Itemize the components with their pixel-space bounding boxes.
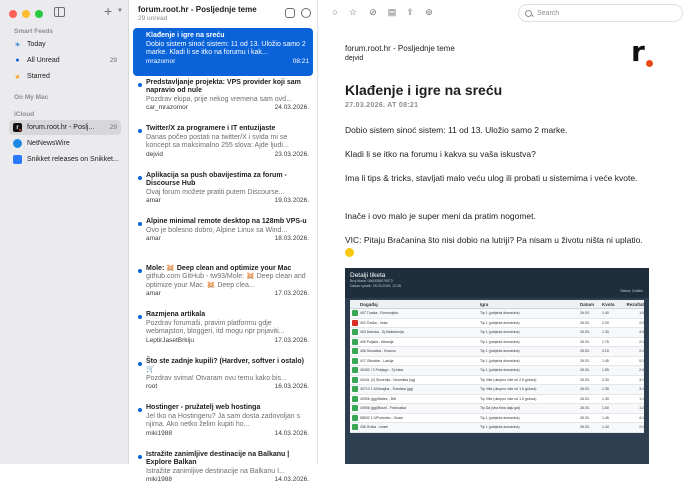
unread-dot-icon	[138, 362, 142, 366]
won-check-icon	[352, 396, 358, 402]
table-cell: 26.03.	[580, 368, 590, 373]
article-item-title: Što ste zadnje kupili? (Hardver, softver i ostalo) 🛒	[146, 357, 304, 373]
window-controls	[9, 10, 43, 18]
article-item-author: amar	[146, 290, 161, 297]
article-list-item[interactable]	[133, 400, 313, 448]
table-cell: 1.40	[602, 425, 609, 430]
add-feed-icon[interactable]: +	[104, 3, 113, 19]
table-cell: 1:2	[639, 406, 644, 411]
column-header: Igra	[480, 301, 489, 307]
table-cell: 1.30	[602, 330, 609, 335]
article-item-meta	[146, 383, 309, 391]
table-row	[350, 376, 644, 386]
article-author: dejvid	[345, 55, 364, 62]
list-title: forum.root.hr - Posljednje teme	[138, 5, 257, 14]
sidebar-item-label: Snikket releases on Snikket...	[27, 156, 119, 163]
unread-dot-icon	[138, 269, 142, 273]
sun-icon: ☀	[14, 41, 21, 49]
sidebar-item-label: All Unread	[27, 57, 60, 64]
ticket-table-header	[350, 300, 644, 309]
table-cell: 405 Poljska - Albanija	[360, 339, 394, 344]
article-list-item[interactable]	[133, 214, 313, 262]
article-item-title: Klađenje i igre na sreću	[146, 32, 225, 39]
article-item-title: Razmjena artikala	[146, 311, 206, 318]
table-row	[350, 338, 644, 348]
table-cell: 26.03.	[580, 311, 590, 316]
table-row	[350, 385, 644, 395]
table-cell: Tip 1 (pobjeda domaćina)	[480, 330, 520, 335]
table-cell: 26.03.	[580, 358, 590, 363]
ticket-date: Datum uplate: 25.03.2026. 12:35	[350, 284, 401, 288]
article-list-item[interactable]	[133, 75, 313, 123]
article-item-date: 14.03.2026.	[274, 429, 309, 437]
search-icon	[525, 10, 532, 17]
table-cell: 2.00	[602, 320, 609, 325]
article-paragraph: Inače i ovo malo je super meni da pratim nogomet.	[345, 211, 536, 221]
article-item-date: 08:21	[292, 57, 309, 65]
won-check-icon	[352, 339, 358, 345]
article-feed-name[interactable]: forum.root.hr - Posljednje teme	[345, 44, 455, 53]
table-cell: 403 Danska - Sj.Makedonija	[360, 330, 404, 335]
article-item-author: miki1988	[146, 429, 173, 437]
article-item-author: car_mrazomor	[146, 104, 188, 111]
won-check-icon	[352, 348, 358, 354]
sidebar	[0, 0, 129, 464]
table-cell: Tip Više (ukupno više od 1.5 golova)	[480, 396, 537, 401]
table-cell: 40906 (gg)/Brazil - Francuska	[360, 406, 407, 411]
reader-view-icon[interactable]: ▤	[387, 7, 397, 17]
won-check-icon	[352, 310, 358, 316]
article-item-summary: Ovo je bolesno dobro, Alpine Linux sa Wind...	[146, 226, 288, 234]
snikket-favicon-icon	[13, 155, 22, 164]
mark-all-read-icon[interactable]	[285, 8, 295, 18]
search-input[interactable]	[537, 10, 667, 17]
column-header: Događaj	[360, 301, 378, 307]
article-paragraph-text: VIC: Pitaju Bračanina što nisi dobio na lutriji? Pa nisam u životu ništa ni uplatio.	[345, 235, 643, 245]
table-cell: 407 Turska - Rumunjska	[360, 311, 398, 316]
table-cell: 1.45	[602, 415, 609, 420]
article-item-summary: Dobio sistem sinoć sistem: 11 od 13. Uložio samo 2 marke. Kladi li se itko na forumu i kak...	[146, 40, 306, 56]
feed-logo-letter: r	[631, 35, 645, 68]
table-cell: 40710 1.5/Ukrajina - Švedska (gg)	[360, 387, 414, 392]
table-cell: Tip 1 (pobjeda domaćina)	[480, 320, 520, 325]
article-item-date: 24.03.2026.	[274, 104, 309, 111]
article-item-author: root	[146, 383, 158, 390]
chevron-down-icon[interactable]: ▼	[117, 8, 123, 14]
unread-dot-icon	[138, 129, 142, 133]
table-cell: Tip Da (oba tima daju gol)	[480, 406, 521, 411]
ticket-table	[350, 300, 644, 433]
table-cell: 26.03.	[580, 425, 590, 430]
article-item-meta	[146, 290, 309, 298]
article-item-title: Hostinger - pružatelj web hostinga	[146, 404, 261, 411]
mark-read-icon[interactable]: ○	[332, 7, 338, 17]
table-cell: 1.35	[602, 387, 609, 392]
article-item-date: 14.03.2026.	[274, 476, 309, 483]
table-row	[350, 366, 644, 376]
unread-count: 29	[109, 124, 117, 131]
table-cell: 4:1	[639, 415, 644, 420]
list-header	[138, 5, 257, 22]
article-paragraph: Ima li tips & tricks, stavljati malo veću ulog ili probati u sistemima i veće kvote.	[345, 173, 638, 183]
table-cell: 3.15	[602, 349, 609, 354]
smiley-emoji-icon	[345, 248, 354, 257]
article-reader	[318, 0, 690, 464]
lost-mark-icon	[352, 320, 358, 326]
section-smart-feeds: Smart Feeds	[14, 28, 54, 35]
article-item-summary: Ovaj forum možete pratiti putem Discourse...	[146, 188, 285, 196]
table-cell: Tip Više (ukupno više od 1.5 golova)	[480, 387, 537, 392]
table-cell: 26.03.	[580, 320, 590, 325]
sidebar-item-snikket[interactable]	[9, 152, 121, 167]
article-title[interactable]: Klađenje i igre na sreću	[345, 82, 503, 98]
table-row	[350, 309, 644, 319]
article-item-meta	[146, 476, 309, 484]
table-row	[350, 414, 644, 424]
sidebar-item-label: Today	[27, 41, 46, 48]
column-header: Kvota	[602, 301, 615, 307]
table-cell: Tip 1 (pobjeda domaćina)	[480, 368, 520, 373]
won-check-icon	[352, 386, 358, 392]
article-item-author: LeptirJasetBrkiju	[146, 336, 195, 344]
article-item-title: Aplikacija sa push obavijestima za forum - Discourse Hub	[146, 171, 287, 187]
table-cell: 26.03.	[580, 406, 590, 411]
article-list-item[interactable]	[133, 447, 313, 495]
table-cell: 1.60	[602, 406, 609, 411]
table-row	[350, 404, 644, 414]
table-cell: 26.03.	[580, 330, 590, 335]
sidebar-item-label: Starred	[27, 73, 50, 80]
article-item-author: amar	[146, 197, 161, 204]
netnewswire-favicon-icon	[13, 139, 22, 148]
article-item-summary: Istražite zanimljive destinacije na Balkanu I...	[146, 467, 285, 475]
table-cell: 1.55	[602, 368, 609, 373]
article-list	[129, 0, 318, 483]
article-item-author: dejvid	[146, 150, 163, 158]
ticket-screenshot-image[interactable]	[345, 268, 649, 464]
article-paragraph: Kladi li se itko na forumu i kakva su vaša iskustva?	[345, 149, 536, 159]
article-item-title: Alpine minimal remote desktop na 128mb VPS-u	[146, 218, 307, 225]
feed-logo-dot	[646, 60, 653, 67]
article-item-meta	[146, 235, 309, 243]
article-item-meta	[146, 337, 309, 345]
next-unread-icon[interactable]: ⊘	[369, 7, 377, 17]
article-date: 27.03.2026. AT 08:21	[345, 102, 419, 109]
sidebar-item-today[interactable]	[9, 37, 121, 52]
table-row	[350, 395, 644, 405]
article-list-item[interactable]	[133, 168, 313, 216]
sidebar-item-starred[interactable]	[9, 69, 121, 84]
table-cell: Tip Više (ukupno više od 2.5 golova)	[480, 377, 537, 382]
article-item-date: 17.03.2026.	[274, 290, 309, 297]
unread-dot-icon	[138, 455, 142, 459]
table-cell: Tip 1 (pobjeda domaćina)	[480, 349, 520, 354]
column-header: Datum	[580, 301, 595, 307]
table-row	[350, 328, 644, 338]
sidebar-item-netnewswire[interactable]	[9, 136, 121, 151]
unread-dot-icon	[138, 222, 142, 226]
table-cell: 2:1	[639, 349, 644, 354]
table-cell: 1:0	[639, 311, 644, 316]
article-item-date: 16.03.2026.	[274, 383, 309, 390]
table-cell: 26.03.	[580, 396, 590, 401]
article-paragraph	[345, 234, 645, 258]
article-item-title: Twitter/X za programere i IT entuzijaste	[146, 125, 276, 132]
table-cell: 2:1	[639, 425, 644, 430]
article-list-item[interactable]	[133, 354, 313, 402]
table-cell: 2:0	[639, 368, 644, 373]
ticket-title: Detalji tiketa	[350, 272, 386, 279]
table-cell: 40432 / 3 Pobjegn - Sj.Irska	[360, 368, 404, 373]
ticket-number: Broj tiketa: 0660056576072	[350, 279, 393, 283]
section-icloud: iCloud	[14, 111, 35, 118]
table-cell: 402 Češka - Irska	[360, 320, 388, 325]
ticket-header	[345, 268, 649, 298]
zoom-window-button[interactable]	[35, 10, 43, 18]
table-row	[350, 357, 644, 367]
article-item-title: Predstavljanje projekta: VPS provider koji sam napravio od nule	[146, 78, 301, 94]
unread-count: 29	[109, 57, 117, 64]
sidebar-item-label: NetNewsWire	[27, 140, 70, 147]
unread-dot-icon	[138, 408, 142, 412]
sidebar-item-label: forum.root.hr - Poslj...	[27, 124, 95, 131]
unread-dot-icon	[138, 315, 142, 319]
table-cell: 0:1	[639, 358, 644, 363]
star-icon: ★	[14, 73, 21, 81]
table-cell: Tip 1 (pobjeda domaćina)	[480, 358, 520, 363]
table-cell: 1.40	[602, 311, 609, 316]
table-cell: 58532 1.0/Portoriko - Guam	[360, 415, 404, 420]
table-cell: 2.30	[602, 377, 609, 382]
won-check-icon	[352, 405, 358, 411]
section-on-my-mac: On My Mac	[14, 94, 49, 101]
table-cell: Tip 1 (pobjeda domaćina)	[480, 415, 520, 420]
article-list-item[interactable]	[133, 121, 313, 169]
article-item-meta	[146, 197, 309, 205]
article-item-summary: Pozdrav forumaši, pravim platformu gdje webmajstori, bloggeri, itd mogu npr prijaviti...	[146, 319, 285, 335]
table-cell: 26.03.	[580, 415, 590, 420]
table-cell: 1.35	[602, 396, 609, 401]
table-cell: 26.03.	[580, 349, 590, 354]
sidebar-toggle-icon[interactable]	[54, 7, 65, 17]
table-cell: Tip 1 (pobjeda domaćina)	[480, 311, 520, 316]
unread-circle-icon: ●	[15, 57, 20, 64]
article-item-meta	[146, 430, 309, 438]
table-cell: Tip 1 (pobjeda domaćina)	[480, 339, 520, 344]
sidebar-item-all-unread[interactable]	[9, 53, 121, 68]
table-cell: 26.03.	[580, 387, 590, 392]
article-item-date: 19.03.2026.	[274, 197, 309, 204]
table-cell: 406 Slovačka - Kosovo	[360, 349, 396, 354]
table-cell: 436 Grčka - Izrael	[360, 425, 388, 430]
table-cell: 3:1	[639, 387, 644, 392]
unread-summary: 29 unread	[138, 15, 168, 22]
unread-dot-icon	[138, 176, 142, 180]
table-row	[350, 423, 644, 433]
article-paragraph: Dobio sistem sinoć sistem: 11 od 13. Uložio samo 2 marke.	[345, 125, 568, 135]
won-check-icon	[352, 415, 358, 421]
won-check-icon	[352, 424, 358, 430]
article-item-meta	[146, 104, 309, 112]
article-item-title: Mole: 🐹 Deep clean and optimize your Mac	[146, 264, 292, 272]
table-cell: 417 Gibraltar - Latvija	[360, 358, 394, 363]
table-cell: 1:1	[639, 396, 644, 401]
table-cell: 26.03.	[580, 377, 590, 382]
article-item-date: 17.03.2026.	[274, 336, 309, 344]
table-row	[350, 319, 644, 329]
minimize-window-button[interactable]	[22, 10, 30, 18]
article-item-meta	[146, 151, 309, 159]
table-cell: 1.45	[602, 358, 609, 363]
article-item-author: miki1988	[146, 476, 173, 483]
feed-logo	[631, 35, 655, 68]
article-item-title: Istražite zanimljive destinacije na Balkanu | Explore Balkan	[146, 450, 290, 466]
won-check-icon	[352, 367, 358, 373]
article-item-author: amar	[146, 235, 161, 242]
article-item-date: 23.03.2026.	[274, 150, 309, 158]
article-item-summary: Jel tko na Hostingeru? Ja sam dosta zadovoljan s njima. Ako netko želim kupiti ho...	[146, 412, 301, 428]
table-cell: 2:1	[639, 339, 644, 344]
table-cell: 40441 (2) Slovenija - Norveška (sg)	[360, 377, 416, 382]
won-check-icon	[352, 358, 358, 364]
sidebar-item-root-hr[interactable]	[9, 120, 121, 135]
article-list-item[interactable]	[133, 28, 313, 76]
article-item-date: 18.03.2026.	[274, 235, 309, 242]
article-item-summary: github.com GitHub - tw93/Mole: 🐹 Deep clean and optimize your Mac. 🐹 Deep clea...	[146, 273, 306, 289]
share-icon[interactable]: ⇪	[406, 7, 414, 17]
article-item-summary: Pozdrav svima! Otvaram ovu temu kako bis...	[146, 374, 287, 382]
won-check-icon	[352, 377, 358, 383]
search-field[interactable]	[518, 4, 683, 22]
article-item-summary: Pozdrav ekipa, prije nekog vremena sam ovd...	[146, 95, 292, 103]
table-cell: 26.03.	[580, 339, 590, 344]
article-list-item[interactable]	[133, 307, 313, 355]
article-item-author: mrazomor	[146, 57, 176, 65]
ticket-status: Status: Dobitni	[620, 289, 643, 293]
filter-icon[interactable]	[301, 8, 311, 18]
column-header: Rezultat	[626, 301, 644, 307]
table-row	[350, 347, 644, 357]
article-list-item[interactable]	[133, 261, 313, 309]
root-hr-favicon-icon: r	[13, 123, 22, 132]
article-item-summary: Danas počeo postati na twitter/X i svida mi se koncept sa maksimalno 255 slova: Ajde ljudi...	[146, 133, 289, 149]
table-cell: 1.75	[602, 339, 609, 344]
table-cell: 2:2	[639, 320, 644, 325]
star-icon[interactable]: ☆	[348, 7, 358, 17]
table-cell: 40906 (gg)/Wales - BiH	[360, 396, 397, 401]
unread-dot-icon	[138, 83, 142, 87]
table-cell: Tip 1 (pobjeda domaćina)	[480, 425, 520, 430]
table-cell: 3:1	[639, 377, 644, 382]
close-window-button[interactable]	[9, 10, 17, 18]
won-check-icon	[352, 329, 358, 335]
table-cell: 4:0	[639, 330, 644, 335]
open-in-browser-icon[interactable]: ⊚	[425, 7, 433, 17]
article-item-meta	[146, 58, 309, 66]
